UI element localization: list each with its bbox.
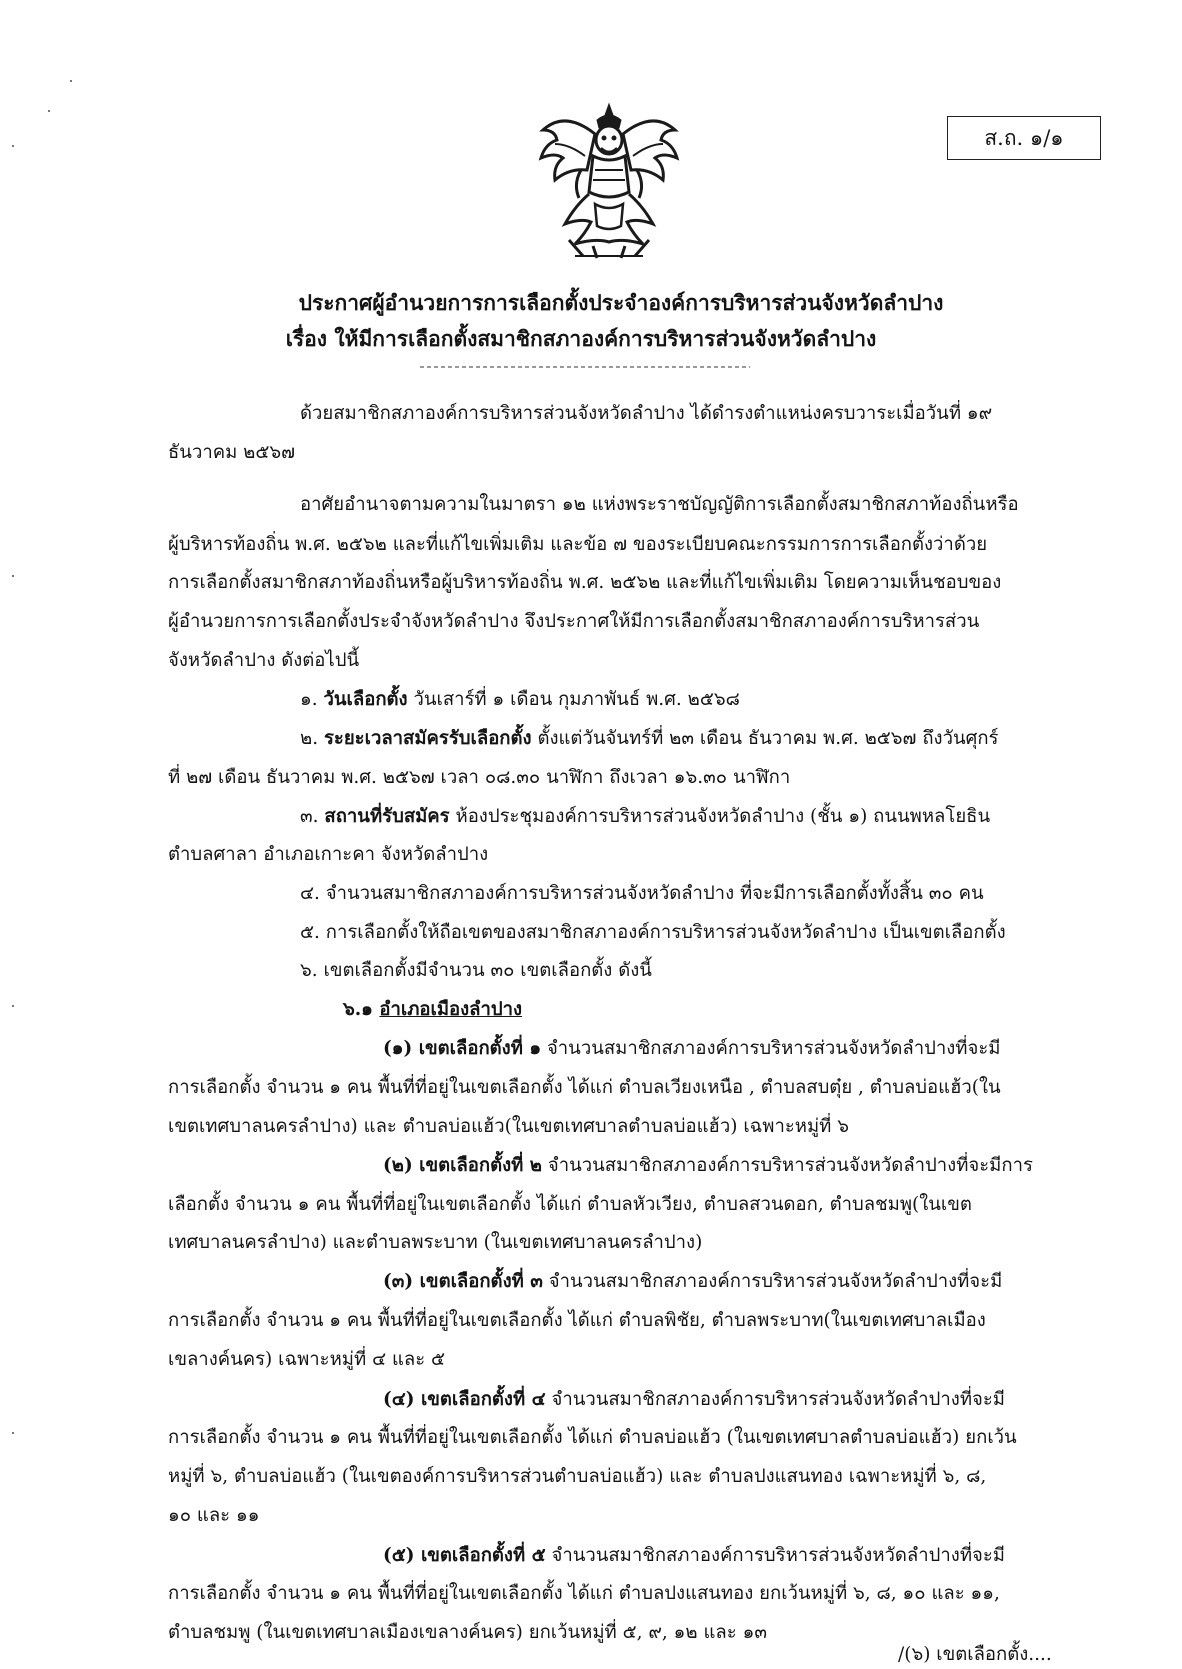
zone-item (383, 1387, 1005, 1413)
item-number: ๑. (300, 689, 318, 710)
paragraph-line: การเลือกตั้ง จำนวน ๑ คน พื้นที่ที่อยู่ในเขตเลือกตั้ง ได้แก่ ตำบลเวียงเหนือ , ตำบลสบตุ๋ย , ตำบลบ่อแฮ้ว(ใน (168, 1077, 1001, 1098)
continuation-note: /(๖) เขตเลือกตั้ง.... (898, 1644, 1052, 1665)
paragraph-line: การเลือกตั้งสมาชิกสภาท้องถิ่นหรือผู้บริหารท้องถิ่น พ.ศ. ๒๕๖๒ และที่แก้ไขเพิ่มเติม โดยความเห็นชอบของ (168, 572, 1002, 593)
paragraph-line: การเลือกตั้ง จำนวน ๑ คน พื้นที่ที่อยู่ในเขตเลือกตั้ง ได้แก่ ตำบลบ่อแฮ้ว (ในเขตเทศบาลตำบลบ่อแฮ้ว) ยกเว้น (168, 1427, 1017, 1448)
paragraph-line: ตำบลศาลา อำเภอเกาะคา จังหวัดลำปาง (168, 844, 489, 865)
item-label: วันเลือกตั้ง (323, 689, 408, 710)
list-item (300, 804, 990, 830)
item-number: ๓. (300, 806, 319, 827)
zone-label: (๓) เขตเลือกตั้งที่ ๓ (383, 1271, 543, 1292)
list-item (300, 726, 998, 752)
scan-speck (70, 80, 72, 82)
paragraph-line: ผู้อำนวยการการเลือกตั้งประจำจังหวัดลำปาง จึงประกาศให้มีการเลือกตั้งสมาชิกสภาองค์การบริหารส่วน (168, 611, 980, 632)
scan-speck (12, 1432, 14, 1434)
zone-item (383, 1543, 1005, 1569)
zone-label: (๔) เขตเลือกตั้งที่ ๔ (383, 1389, 546, 1410)
title-divider (420, 362, 750, 372)
item-label: ระยะเวลาสมัครรับเลือกตั้ง (323, 728, 532, 749)
zone-text: จำนวนสมาชิกสภาองค์การบริหารส่วนจังหวัดลำปางที่จะมี (545, 1545, 1005, 1566)
zone-item (383, 1036, 1000, 1062)
zone-text: จำนวนสมาชิกสภาองค์การบริหารส่วนจังหวัดลำปางที่จะมี (545, 1389, 1005, 1410)
paragraph-line: ที่ ๒๗ เดือน ธันวาคม พ.ศ. ๒๕๖๗ เวลา ๐๘.๓๐ นาฬิกา ถึงเวลา ๑๖.๓๐ นาฬิกา (168, 767, 791, 788)
item-label: สถานที่รับสมัคร (324, 806, 450, 827)
paragraph-line: ด้วยสมาชิกสภาองค์การบริหารส่วนจังหวัดลำปาง ได้ดำรงตำแหน่งครบวาระเมื่อวันที่ ๑๙ (300, 403, 993, 424)
paragraph-line: เขตเทศบาลนครลำปาง) และ ตำบลบ่อแฮ้ว(ในเขตเทศบาลตำบลบ่อแฮ้ว) เฉพาะหมู่ที่ ๖ (168, 1116, 849, 1137)
scan-speck (48, 110, 50, 112)
paragraph-line: การเลือกตั้ง จำนวน ๑ คน พื้นที่ที่อยู่ในเขตเลือกตั้ง ได้แก่ ตำบลพิชัย, ตำบลพระบาท(ในเขตเทศบาลเมือง (168, 1310, 986, 1331)
zone-label: (๕) เขตเลือกตั้งที่ ๕ (383, 1545, 546, 1566)
paragraph-line: จังหวัดลำปาง ดังต่อไปนี้ (168, 650, 360, 671)
scan-speck (12, 575, 14, 577)
list-item: ๖. เขตเลือกตั้งมีจำนวน ๓๐ เขตเลือกตั้ง ดังนี้ (300, 960, 652, 981)
paragraph-line: หมู่ที่ ๖, ตำบลบ่อแฮ้ว (ในเขตองค์การบริหารส่วนตำบลบ่อแฮ้ว) และ ตำบลปงแสนทอง เฉพาะหมู่ที่ ๖, ๘, (168, 1466, 987, 1487)
item-text: ห้องประชุมองค์การบริหารส่วนจังหวัดลำปาง (ชั้น ๑) ถนนพหลโยธิน (449, 806, 991, 827)
zone-text: จำนวนสมาชิกสภาองค์การบริหารส่วนจังหวัดลำปางที่จะมี (542, 1271, 1003, 1292)
paragraph-line: อาศัยอำนาจตามความในมาตรา ๑๒ แห่งพระราชบัญญัติการเลือกตั้งสมาชิกสภาท้องถิ่นหรือ (300, 494, 1019, 515)
form-code-box: ส.ถ. ๑/๑ (947, 116, 1101, 160)
announcement-title: ประกาศผู้อำนวยการการเลือกตั้งประจำองค์การบริหารส่วนจังหวัดลำปาง (298, 290, 944, 315)
item-text: ตั้งแต่วันจันทร์ที่ ๒๓ เดือน ธันวาคม พ.ศ. ๒๕๖๗ ถึงวันศุกร์ (531, 728, 999, 749)
zone-label: (๒) เขตเลือกตั้งที่ ๒ (383, 1155, 542, 1176)
item-text: วันเสาร์ที่ ๑ เดือน กุมภาพันธ์ พ.ศ. ๒๕๖๘ (407, 689, 740, 710)
list-item: ๔. จำนวนสมาชิกสภาองค์การบริหารส่วนจังหวัดลำปาง ที่จะมีการเลือกตั้งทั้งสิ้น ๓๐ คน (300, 883, 984, 904)
zone-text: จำนวนสมาชิกสภาองค์การบริหารส่วนจังหวัดลำปางที่จะมีการ (541, 1155, 1033, 1176)
paragraph-line: เลือกตั้ง จำนวน ๑ คน พื้นที่ที่อยู่ในเขตเลือกตั้ง ได้แก่ ตำบลหัวเวียง, ตำบลสวนดอก, ตำบลชมพู(ในเขต (168, 1194, 972, 1215)
list-item: ๕. การเลือกตั้งให้ถือเขตของสมาชิกสภาองค์การบริหารส่วนจังหวัดลำปาง เป็นเขตเลือกตั้ง (300, 922, 1006, 943)
paragraph-line: ๑๐ และ ๑๑ (168, 1505, 260, 1526)
scan-speck (12, 1005, 14, 1007)
paragraph-line: การเลือกตั้ง จำนวน ๑ คน พื้นที่ที่อยู่ในเขตเลือกตั้ง ได้แก่ ตำบลปงแสนทอง ยกเว้นหมู่ที่ ๖, ๘, ๑๐ และ ๑๑, (168, 1583, 1000, 1604)
announcement-subject: เรื่อง ให้มีการเลือกตั้งสมาชิกสภาองค์การบริหารส่วนจังหวัดลำปาง (285, 326, 877, 351)
paragraph-line: เขลางค์นคร) เฉพาะหมู่ที่ ๔ และ ๕ (168, 1349, 446, 1370)
zone-item (383, 1269, 1002, 1295)
paragraph-line: เทศบาลนครลำปาง) และตำบลพระบาท (ในเขตเทศบาลนครลำปาง) (168, 1232, 703, 1253)
zone-label: (๑) เขตเลือกตั้งที่ ๑ (383, 1038, 542, 1059)
paragraph-line: ธันวาคม ๒๕๖๗ (168, 442, 296, 463)
scan-speck (12, 145, 14, 147)
paragraph-line: ผู้บริหารท้องถิ่น พ.ศ. ๒๕๖๒ และที่แก้ไขเพิ่มเติม และข้อ ๗ ของระเบียบคณะกรรมการการเลือกตั้งว่าด้วย (168, 534, 988, 555)
list-item (300, 687, 740, 713)
garuda-emblem (535, 100, 683, 260)
district-name: อำเภอเมืองลำปาง (379, 999, 523, 1020)
zone-item (383, 1153, 1033, 1179)
paragraph-line: ตำบลชมพู (ในเขตเทศบาลเมืองเขลางค์นคร) ยกเว้นหมู่ที่ ๕, ๙, ๑๒ และ ๑๓ (168, 1622, 767, 1643)
zone-text: จำนวนสมาชิกสภาองค์การบริหารส่วนจังหวัดลำปางที่จะมี (541, 1038, 1001, 1059)
item-number: ๒. (300, 728, 319, 749)
district-number: ๖.๑ (343, 999, 373, 1020)
district-heading (343, 997, 522, 1023)
